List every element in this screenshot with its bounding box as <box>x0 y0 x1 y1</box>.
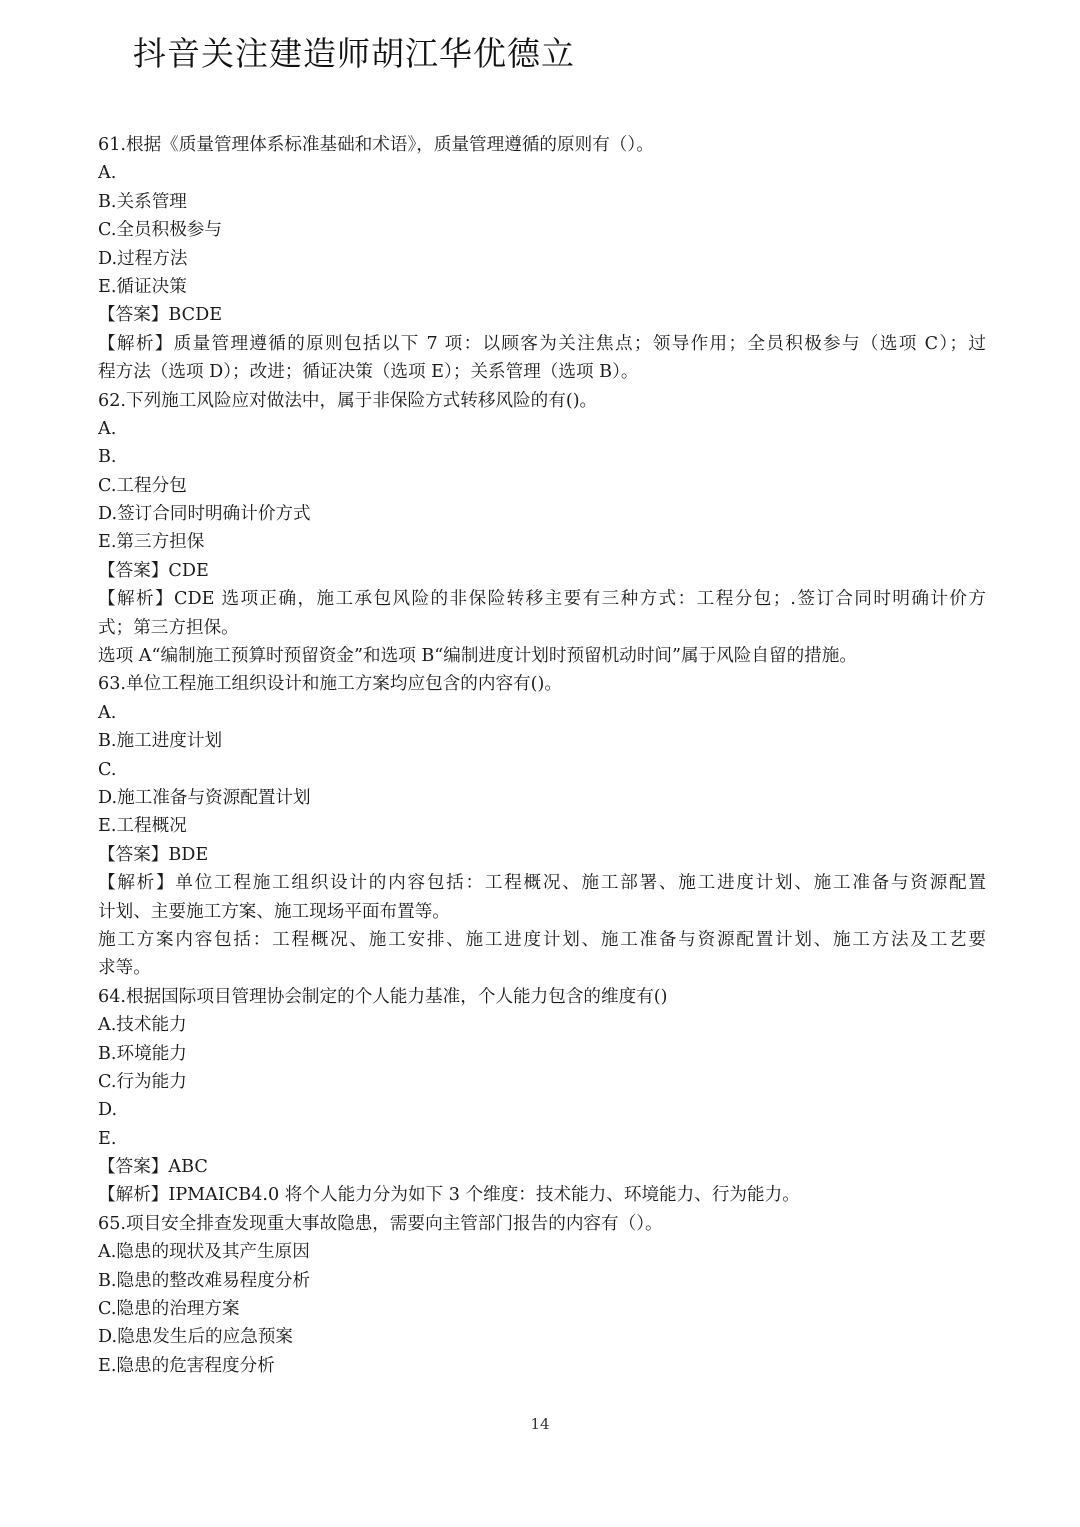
text-line: B.关系管理 <box>98 191 187 212</box>
text-line: A. <box>98 418 117 439</box>
text-line: B.隐患的整改难易程度分析 <box>98 1270 311 1291</box>
text-line: D.隐患发生后的应急预案 <box>98 1327 294 1348</box>
text-line: A.隐患的现状及其产生原因 <box>98 1242 310 1263</box>
text-line: D.施工准备与资源配置计划 <box>98 787 311 808</box>
text-line: C.工程分包 <box>98 475 187 496</box>
text-line: E.隐患的危害程度分析 <box>98 1355 275 1376</box>
text-line: A.技术能力 <box>98 1015 187 1036</box>
text-line: 【答案】CDE <box>98 560 209 581</box>
text-line: B.环境能力 <box>98 1043 187 1064</box>
text-line: 【解析】CDE 选项正确，施工承包风险的非保险转移主要有三种方式：工程分包；.签订合同时明确计价方 <box>98 589 986 610</box>
text-line: 求等。 <box>98 958 151 979</box>
page-header-title: 抖音关注建造师胡江华优德立 <box>133 34 575 73</box>
text-line: 选项 A“编制施工预算时预留资金”和选项 B“编制进度计划时预留机动时间”属于风险自留的措施。 <box>98 646 857 667</box>
text-line: B.施工进度计划 <box>98 731 223 752</box>
text-line: D.签订合同时明确计价方式 <box>98 504 311 525</box>
text-line: C. <box>98 759 117 780</box>
text-line: D. <box>98 1100 118 1121</box>
text-line: B. <box>98 447 117 468</box>
text-line: 【解析】IPMAICB4.0 将个人能力分为如下 3 个维度：技术能力、环境能力、行为能力。 <box>98 1185 800 1206</box>
text-line: E.工程概况 <box>98 816 187 837</box>
text-line: C.隐患的治理方案 <box>98 1299 240 1320</box>
text-line: 63.单位工程施工组织设计和施工方案均应包含的内容有()。 <box>98 674 562 695</box>
text-line: C.行为能力 <box>98 1071 187 1092</box>
text-line: 计划、主要施工方案、施工现场平面布置等。 <box>98 901 450 922</box>
text-line: 【答案】BDE <box>98 844 209 865</box>
text-line: 施工方案内容包括：工程概况、施工安排、施工进度计划、施工准备与资源配置计划、施工方法及工艺要 <box>98 929 986 950</box>
text-line: D.过程方法 <box>98 248 188 269</box>
text-line: A. <box>98 702 117 723</box>
text-line: 62.下列施工风险应对做法中，属于非保险方式转移风险的有()。 <box>98 390 598 411</box>
text-line: 【解析】质量管理遵循的原则包括以下 7 项：以顾客为关注焦点；领导作用；全员积极参与（选项 C）；过 <box>98 333 986 354</box>
text-line: E.循证决策 <box>98 276 187 297</box>
text-line: 【答案】ABC <box>98 1157 208 1178</box>
text-line: A. <box>98 163 117 184</box>
text-line: 式；第三方担保。 <box>98 617 239 638</box>
text-line: 【解析】单位工程施工组织设计的内容包括：工程概况、施工部署、施工进度计划、施工准备与资源配置 <box>98 873 986 894</box>
text-line: 程方法（选项 D）；改进；循证决策（选项 E）；关系管理（选项 B）。 <box>98 362 639 383</box>
text-line: E. <box>98 1128 117 1149</box>
text-line: 61.根据《质量管理体系标准基础和术语》，质量管理遵循的原则有（）。 <box>98 135 654 155</box>
page-number: 14 <box>530 1415 550 1433</box>
text-line: 64.根据国际项目管理协会制定的个人能力基准，个人能力包含的维度有() <box>98 986 668 1007</box>
text-line: E.第三方担保 <box>98 532 205 553</box>
text-line: 65.项目安全排查发现重大事故隐患，需要向主管部门报告的内容有（）。 <box>98 1213 663 1234</box>
text-line: 【答案】BCDE <box>98 305 223 326</box>
document-body <box>98 131 986 1380</box>
text-line: C.全员积极参与 <box>98 220 222 241</box>
